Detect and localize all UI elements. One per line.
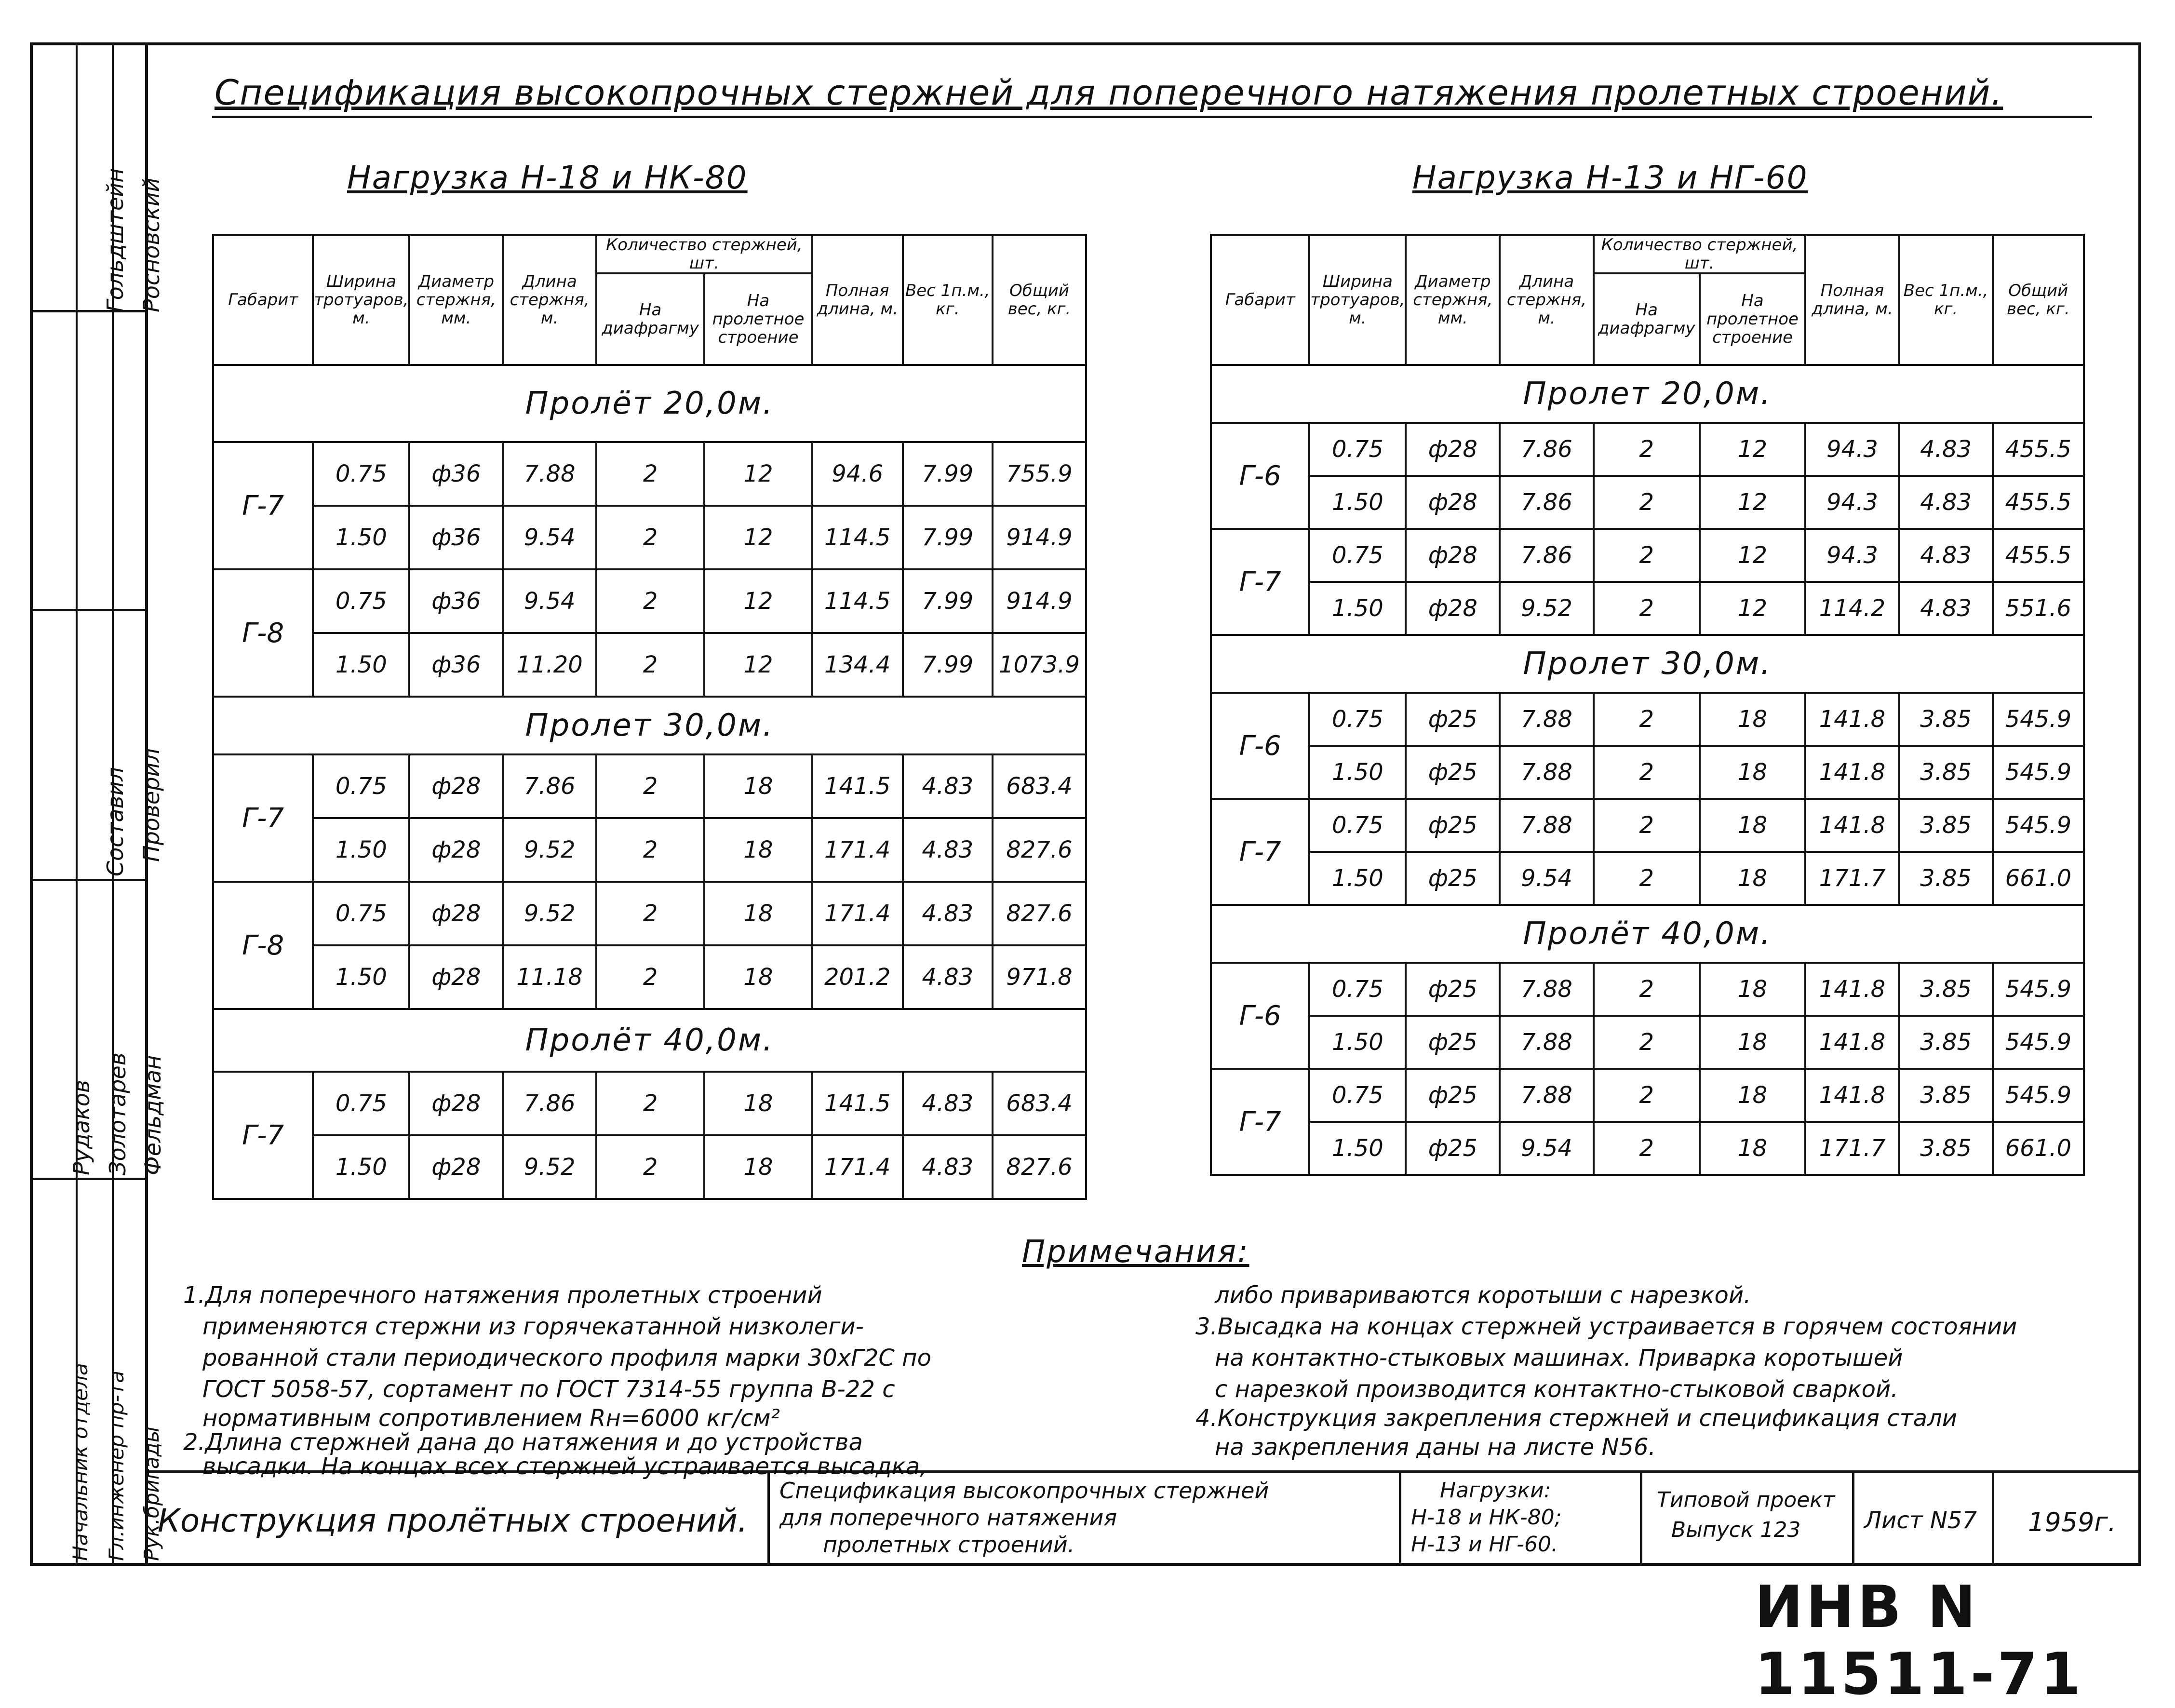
cell: 4.83 [903,1072,993,1135]
cell: 755.9 [993,442,1086,506]
header-length: Длина стержня, м. [1500,235,1594,365]
cell: 94.3 [1805,423,1899,476]
cell: 12 [1700,476,1806,529]
gabarit-cell: Г-8 [213,569,313,697]
cell: 114.5 [812,506,903,569]
cell: 2 [596,633,704,697]
header-total: Общий вес, кг. [993,235,1086,365]
cell: ф28 [409,818,503,882]
cell: 7.88 [1500,693,1594,746]
cell: 971.8 [993,945,1086,1009]
cell: 1.50 [1309,852,1406,905]
cell: 11.18 [503,945,596,1009]
role-label: Начальник отдела [68,1363,92,1561]
cell: ф36 [409,506,503,569]
cell: 0.75 [1309,423,1406,476]
cell: 114.5 [812,569,903,633]
cell: 12 [704,569,812,633]
gabarit-cell: Г-6 [1211,963,1309,1069]
cell: 1.50 [313,945,409,1009]
span-heading: Пролёт 40,0м. [1211,905,2084,963]
cell: 94.3 [1805,476,1899,529]
strip-label: Проверил [138,748,164,862]
cell: 0.75 [313,882,409,945]
cell: 3.85 [1899,963,1993,1016]
tb-spec-line: для поперечного натяжения [779,1505,1117,1531]
cell: 18 [704,1072,812,1135]
note-line: ГОСТ 5058-57, сортамент по ГОСТ 7314-55 группа В-22 с [202,1376,895,1403]
gabarit-cell: Г-7 [1211,799,1309,905]
cell: 18 [704,1135,812,1199]
cell: 9.54 [503,569,596,633]
cell: 2 [1594,1069,1700,1122]
cell: 2 [1594,582,1700,635]
cell: 141.5 [812,1072,903,1135]
span-heading: Пролёт 20,0м. [213,365,1086,442]
span-heading: Пролет 30,0м. [213,697,1086,754]
gabarit-cell: Г-7 [213,442,313,569]
cell: 12 [1700,582,1806,635]
cell: 9.54 [1500,852,1594,905]
cell: 545.9 [1993,746,2084,799]
cell: 114.2 [1805,582,1899,635]
cell: 171.4 [812,818,903,882]
header-full-length: Полная длина, м. [812,235,903,365]
note-line: 2.Длина стержней дана до натяжения и до устройства [183,1429,863,1456]
cell: 545.9 [1993,963,2084,1016]
header-count: Количество стержней, шт. [1594,235,1805,273]
note-line: рованной стали периодического профиля марки 30хГ2С по [202,1345,931,1372]
tb-loads-line: Н-18 и НК-80; [1411,1505,1562,1530]
cell: 4.83 [903,882,993,945]
note-line: применяются стержни из горячекатанной низколеги- [202,1313,864,1340]
cell: 3.85 [1899,1016,1993,1069]
page-title: Спецификация высокопрочных стержней для поперечного натяжения пролетных строений. [215,72,2003,113]
tb-year [1994,1473,2138,1566]
cell: 12 [704,506,812,569]
cell: ф28 [1406,423,1500,476]
cell: 171.4 [812,1135,903,1199]
note-line: нормативным сопротивлением Rн=6000 кг/см² [202,1405,780,1432]
cell: 9.52 [503,818,596,882]
gabarit-cell: Г-8 [213,882,313,1009]
cell: 11.20 [503,633,596,697]
cell: 9.54 [1500,1122,1594,1175]
cell: 683.4 [993,754,1086,818]
tb-project [1642,1473,1854,1566]
header-weight: Вес 1п.м., кг. [903,235,993,365]
tb-year-text: 1959г. [2028,1507,2116,1537]
cell: 4.83 [1899,423,1993,476]
cell: 141.8 [1805,693,1899,746]
cell: 18 [1700,693,1806,746]
tb-construction [148,1473,770,1566]
cell: 171.7 [1805,1122,1899,1175]
cell: 2 [596,1135,704,1199]
cell: 94.3 [1805,529,1899,582]
cell: 1.50 [313,506,409,569]
header-diameter: Диаметр стержня, мм. [1406,235,1500,365]
cell: 0.75 [1309,529,1406,582]
cell: 2 [596,754,704,818]
title-rule [212,116,2092,118]
cell: 7.99 [903,633,993,697]
note-line: 4.Конструкция закрепления стержней и спецификация стали [1195,1405,1957,1432]
cell: 141.8 [1805,1069,1899,1122]
tb-spec-line: Спецификация высокопрочных стержней [779,1478,1269,1504]
left-load-title: Нагрузка Н-18 и НК-80 [347,159,748,196]
cell: 7.99 [903,442,993,506]
cell: 141.5 [812,754,903,818]
cell: 18 [704,754,812,818]
cell: 2 [596,1072,704,1135]
cell: 12 [1700,423,1806,476]
cell: 141.8 [1805,799,1899,852]
gabarit-cell: Г-6 [1211,693,1309,799]
cell: 7.86 [503,754,596,818]
gabarit-cell: Г-7 [213,754,313,882]
header-diameter: Диаметр стержня, мм. [409,235,503,365]
header-gabarit: Габарит [1211,235,1309,365]
tb-spec-text [779,1477,1269,1558]
signature-name: Золотарев [105,1052,131,1175]
header-count-span: На пролетное строение [704,273,812,365]
cell: 1.50 [1309,582,1406,635]
cell: 9.52 [503,1135,596,1199]
cell: 1.50 [1309,1122,1406,1175]
title-block [148,1470,2141,1566]
cell: 7.88 [1500,746,1594,799]
header-width: Ширина тротуаров, м. [1309,235,1406,365]
cell: 18 [1700,799,1806,852]
cell: 661.0 [1993,852,2084,905]
gabarit-cell: Г-7 [1211,529,1309,635]
cell: ф28 [1406,582,1500,635]
cell: 201.2 [812,945,903,1009]
cell: 545.9 [1993,693,2084,746]
tb-sheet [1854,1473,1994,1566]
cell: 3.85 [1899,1069,1993,1122]
cell: 7.99 [903,569,993,633]
signature-name: Рудаков [68,1080,94,1175]
cell: ф25 [1406,963,1500,1016]
note-line: с нарезкой производится контактно-стыковой сваркой. [1215,1376,1898,1403]
note-line: либо привариваются коротыши с нарезкой. [1215,1282,1751,1309]
cell: 141.8 [1805,746,1899,799]
cell: 3.85 [1899,799,1993,852]
inventory-stamp: ИНВ N 11511-71 [1755,1574,2084,1708]
tb-loads-line: Н-13 и НГ-60. [1411,1532,1558,1557]
cell: 1.50 [1309,476,1406,529]
cell: 2 [1594,476,1700,529]
cell: 2 [1594,799,1700,852]
cell: 94.6 [812,442,903,506]
cell: ф25 [1406,693,1500,746]
header-full-length: Полная длина, м. [1805,235,1899,365]
header-gabarit: Габарит [213,235,313,365]
cell: 683.4 [993,1072,1086,1135]
cell: 18 [704,882,812,945]
cell: 0.75 [1309,1069,1406,1122]
cell: 4.83 [903,754,993,818]
cell: 1.50 [313,633,409,697]
cell: 4.83 [1899,582,1993,635]
signature-name: Гольдштейн [102,168,128,312]
cell: 0.75 [313,442,409,506]
tb-loads-text [1411,1477,1562,1558]
cell: 551.6 [1993,582,2084,635]
cell: 914.9 [993,506,1086,569]
cell: 2 [1594,1016,1700,1069]
cell: 171.4 [812,882,903,945]
cell: 2 [596,882,704,945]
cell: 3.85 [1899,852,1993,905]
cell: 4.83 [903,1135,993,1199]
right-load-title: Нагрузка Н-13 и НГ-60 [1412,159,1808,196]
cell: ф36 [409,569,503,633]
cell: 4.83 [1899,529,1993,582]
header-count-span: На пролетное строение [1700,273,1806,365]
cell: 545.9 [1993,1016,2084,1069]
cell: ф28 [409,1135,503,1199]
cell: 134.4 [812,633,903,697]
cell: 827.6 [993,882,1086,945]
cell: ф28 [409,882,503,945]
tb-project-line: Типовой проект [1657,1488,1835,1512]
cell: 661.0 [1993,1122,2084,1175]
note-line: высадки. На концах всех стержней устраивается высадка, [202,1453,927,1480]
header-length: Длина стержня, м. [503,235,596,365]
cell: 18 [1700,852,1806,905]
cell: ф25 [1406,852,1500,905]
cell: 1.50 [1309,746,1406,799]
cell: ф28 [1406,529,1500,582]
cell: ф25 [1406,1069,1500,1122]
cell: 545.9 [1993,1069,2084,1122]
cell: 141.8 [1805,1016,1899,1069]
span-heading: Пролет 30,0м. [1211,635,2084,693]
cell: 141.8 [1805,963,1899,1016]
tb-loads [1401,1473,1642,1566]
right-spec-table [1210,234,2085,1176]
cell: 7.88 [1500,963,1594,1016]
signature-name: Фельдман [140,1055,166,1175]
cell: 827.6 [993,1135,1086,1199]
cell: 2 [1594,746,1700,799]
tb-loads-label: Нагрузки: [1440,1478,1551,1503]
cell: 1073.9 [993,633,1086,697]
note-line: 1.Для поперечного натяжения пролетных строений [183,1282,822,1309]
notes-title: Примечания: [1022,1234,1249,1270]
cell: ф28 [1406,476,1500,529]
cell: 18 [704,818,812,882]
cell: 2 [1594,529,1700,582]
cell: ф25 [1406,1016,1500,1069]
cell: 7.86 [1500,476,1594,529]
cell: 9.54 [503,506,596,569]
cell: 2 [596,818,704,882]
cell: 2 [1594,1122,1700,1175]
cell: 7.88 [503,442,596,506]
cell: 2 [1594,963,1700,1016]
cell: 827.6 [993,818,1086,882]
gabarit-cell: Г-7 [213,1072,313,1199]
header-weight: Вес 1п.м., кг. [1899,235,1993,365]
note-line: 3.Высадка на концах стержней устраивается в горячем состоянии [1195,1313,2017,1340]
cell: 12 [704,633,812,697]
cell: 0.75 [1309,799,1406,852]
cell: 18 [704,945,812,1009]
cell: 18 [1700,1122,1806,1175]
cell: 3.85 [1899,1122,1993,1175]
cell: 7.86 [503,1072,596,1135]
cell: 18 [1700,1069,1806,1122]
cell: 0.75 [1309,693,1406,746]
cell: 3.85 [1899,746,1993,799]
header-count: Количество стержней, шт. [596,235,812,273]
cell: 4.83 [903,945,993,1009]
header-total: Общий вес, кг. [1993,235,2084,365]
cell: ф36 [409,633,503,697]
tb-project-line: Выпуск 123 [1671,1518,1801,1542]
cell: 7.88 [1500,1069,1594,1122]
cell: 12 [704,442,812,506]
cell: 18 [1700,1016,1806,1069]
tb-spec [770,1473,1401,1566]
cell: 545.9 [1993,799,2084,852]
cell: 0.75 [1309,963,1406,1016]
header-count-diaphragm: На диафрагму [1594,273,1700,365]
cell: 2 [596,945,704,1009]
cell: 2 [1594,423,1700,476]
cell: 4.83 [903,818,993,882]
cell: ф28 [409,945,503,1009]
role-label: Рук.бригады [140,1426,163,1561]
cell: 7.99 [903,506,993,569]
cell: 0.75 [313,1072,409,1135]
cell: 0.75 [313,754,409,818]
cell: ф25 [1406,1122,1500,1175]
cell: ф25 [1406,746,1500,799]
cell: 7.86 [1500,423,1594,476]
tb-construction-text: Конструкция пролётных строений. [158,1502,748,1539]
cell: ф28 [409,1072,503,1135]
cell: 171.7 [1805,852,1899,905]
cell: ф25 [1406,799,1500,852]
header-width: Ширина тротуаров, м. [313,235,409,365]
cell: ф36 [409,442,503,506]
cell: 2 [596,442,704,506]
cell: 2 [596,569,704,633]
cell: 9.52 [503,882,596,945]
cell: ф28 [409,754,503,818]
signature-name: Росновский [138,177,164,312]
cell: 0.75 [313,569,409,633]
note-line: на контактно-стыковых машинах. Приварка коротышей [1215,1345,1903,1372]
strip-cell [30,312,145,611]
cell: 2 [1594,693,1700,746]
cell: 1.50 [313,818,409,882]
cell: 3.85 [1899,693,1993,746]
cell: 9.52 [1500,582,1594,635]
cell: 455.5 [1993,529,2084,582]
span-heading: Пролёт 40,0м. [213,1009,1086,1072]
role-label: Гл.инженер пр-та [105,1371,128,1561]
note-line: на закрепления даны на листе N56. [1215,1434,1656,1461]
tb-spec-line: пролетных строений. [823,1532,1075,1558]
cell: 18 [1700,963,1806,1016]
cell: 12 [1700,529,1806,582]
cell: 455.5 [1993,476,2084,529]
cell: 7.86 [1500,529,1594,582]
cell: 2 [596,506,704,569]
cell: 455.5 [1993,423,2084,476]
gabarit-cell: Г-7 [1211,1069,1309,1175]
gabarit-cell: Г-6 [1211,423,1309,529]
span-heading: Пролет 20,0м. [1211,365,2084,423]
cell: 4.83 [1899,476,1993,529]
tb-project-text [1657,1485,1835,1545]
left-spec-table [212,234,1087,1200]
strip-label: Составил [102,767,128,876]
tb-sheet-text: Лист N57 [1864,1507,1977,1534]
cell: 914.9 [993,569,1086,633]
cell: 1.50 [1309,1016,1406,1069]
cell: 7.88 [1500,799,1594,852]
cell: 7.88 [1500,1016,1594,1069]
signature-strip [30,42,166,1566]
cell: 18 [1700,746,1806,799]
cell: 1.50 [313,1135,409,1199]
header-count-diaphragm: На диафрагму [596,273,704,365]
cell: 2 [1594,852,1700,905]
